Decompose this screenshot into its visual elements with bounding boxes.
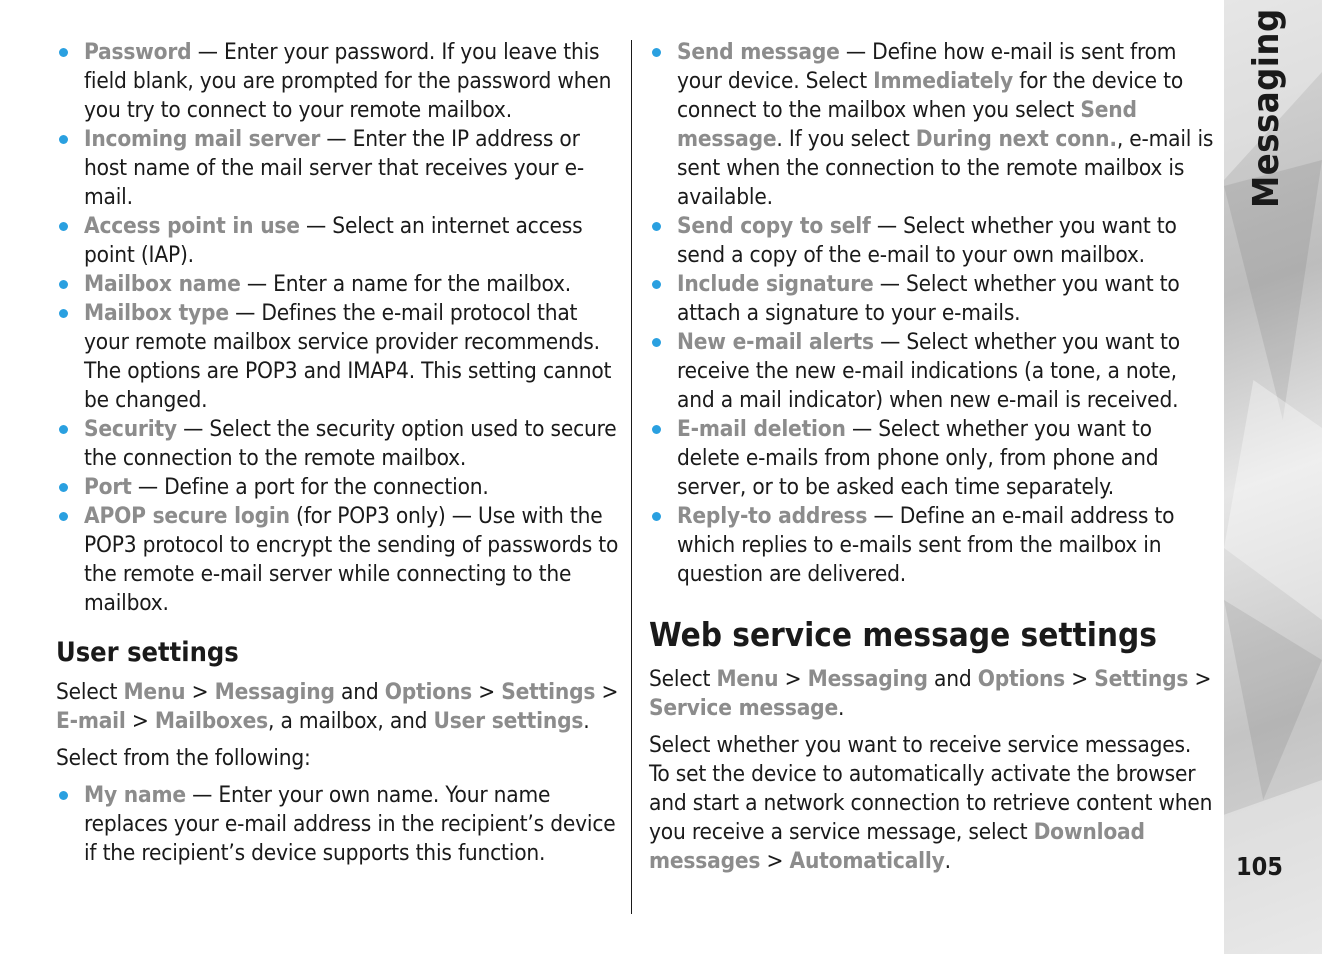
setting-desc: — Select an internet access point (IAP). <box>84 213 583 268</box>
list-item <box>56 125 620 212</box>
bullet-icon <box>59 425 68 434</box>
body-text: Select whether you want to receive service messages. To set the device to automatically activate the browser and start a network connection to retrieve content when you receive a service message, select <box>649 732 1213 845</box>
setting-term: Mailbox type <box>84 300 229 326</box>
menu-keyword: Menu <box>123 679 186 705</box>
decor-facet <box>1224 600 1322 800</box>
path-separator: > <box>778 666 808 692</box>
list-item <box>649 415 1215 502</box>
bullet-icon <box>652 222 661 231</box>
list-item <box>56 415 620 473</box>
list-item <box>56 38 620 125</box>
setting-term: Security <box>84 416 177 442</box>
decor-facet <box>1224 380 1322 620</box>
setting-desc: — Define how e-mail is sent from your device. Select <box>677 39 1177 94</box>
path-separator: > <box>125 708 155 734</box>
path-separator: > <box>1065 666 1095 692</box>
bullet-icon <box>652 280 661 289</box>
path-separator: > <box>185 679 215 705</box>
list-item <box>56 270 620 299</box>
service-message-keyword: Service message <box>649 695 839 721</box>
settings-keyword: Settings <box>1094 666 1189 692</box>
path-separator: > <box>1188 666 1212 692</box>
list-item <box>649 502 1215 589</box>
setting-term: My name <box>84 782 186 808</box>
path-separator: > <box>595 679 619 705</box>
setting-desc: — Select the security option used to secure the connection to the remote mailbox. <box>84 416 617 471</box>
messaging-keyword: Messaging <box>214 679 335 705</box>
path-text: , a mailbox, and <box>267 708 434 734</box>
user-settings-list <box>56 781 620 868</box>
setting-term: E-mail deletion <box>677 416 846 442</box>
setting-term: Send message <box>677 39 840 65</box>
setting-desc: for the device to connect to the mailbox when you select <box>677 68 1184 123</box>
bullet-icon <box>59 512 68 521</box>
email-keyword: E-mail <box>56 708 126 734</box>
bullet-icon <box>59 222 68 231</box>
setting-desc: — Enter a name for the mailbox. <box>240 271 572 297</box>
list-item <box>56 502 620 618</box>
bullet-icon <box>59 791 68 800</box>
immediately-keyword: Immediately <box>873 68 1014 94</box>
path-text: and <box>927 666 978 692</box>
page-number: 105 <box>1236 852 1283 881</box>
user-settings-path <box>56 678 620 736</box>
setting-desc: — Define an e-mail address to which replies to e-mails sent from the mailbox in question are delivered. <box>677 503 1175 587</box>
setting-term: Port <box>84 474 132 500</box>
bullet-icon <box>652 338 661 347</box>
list-item <box>649 212 1215 270</box>
setting-desc: — Defines the e-mail protocol that your remote mailbox service provider recommends. The options are POP3 and IMAP4. This setting cannot be changed. <box>84 300 612 413</box>
mailboxes-keyword: Mailboxes <box>154 708 268 734</box>
list-item <box>649 328 1215 415</box>
path-text: . <box>583 708 590 734</box>
bullet-icon <box>652 48 661 57</box>
bullet-icon <box>59 135 68 144</box>
list-item <box>56 473 620 502</box>
setting-term: Mailbox name <box>84 271 241 297</box>
automatically-keyword: Automatically <box>789 848 945 874</box>
setting-term: Include signature <box>677 271 874 297</box>
web-service-heading: Web service message settings <box>649 615 1157 654</box>
during-next-conn-keyword: During next conn. <box>915 126 1117 152</box>
bullet-icon <box>59 309 68 318</box>
right-settings-list <box>649 38 1215 589</box>
setting-desc: — Select whether you want to send a copy of the e-mail to your own mailbox. <box>677 213 1177 268</box>
list-item <box>649 270 1215 328</box>
column-divider <box>631 40 632 914</box>
setting-desc: — Enter the IP address or host name of the mail server that receives your e-mail. <box>84 126 584 210</box>
list-item <box>649 38 1215 212</box>
setting-term: Reply-to address <box>677 503 868 529</box>
setting-desc: , e-mail is sent when the connection to the remote mailbox is available. <box>677 126 1214 210</box>
path-text: Select <box>649 666 717 692</box>
body-text: . <box>944 848 951 874</box>
web-service-body <box>649 731 1215 876</box>
setting-desc: . If you select <box>776 126 916 152</box>
setting-desc: (for POP3 only) — Use with the POP3 protocol to encrypt the sending of passwords to the remote e-mail server while connecting to the mailbox. <box>84 503 619 616</box>
path-text: Select <box>56 679 124 705</box>
path-separator: > <box>472 679 502 705</box>
menu-keyword: Menu <box>716 666 779 692</box>
messaging-keyword: Messaging <box>807 666 928 692</box>
setting-term: Incoming mail server <box>84 126 321 152</box>
options-keyword: Options <box>384 679 473 705</box>
bullet-icon <box>652 512 661 521</box>
user-settings-keyword: User settings <box>433 708 584 734</box>
section-title: Messaging <box>1246 8 1287 208</box>
left-settings-list <box>56 38 620 618</box>
options-keyword: Options <box>977 666 1066 692</box>
send-message-keyword: Send message <box>677 97 1137 152</box>
user-settings-heading: User settings <box>56 637 239 668</box>
setting-term: APOP secure login <box>84 503 290 529</box>
bullet-icon <box>652 425 661 434</box>
setting-desc: — Define a port for the connection. <box>131 474 489 500</box>
user-settings-intro: Select from the following: <box>56 745 311 771</box>
list-item <box>56 781 620 868</box>
setting-desc: — Select whether you want to attach a signature to your e-mails. <box>677 271 1180 326</box>
bullet-icon <box>59 280 68 289</box>
right-column <box>649 38 1215 884</box>
setting-desc: — Enter your password. If you leave this field blank, you are prompted for the password when you try to connect to your remote mailbox. <box>84 39 612 123</box>
path-text: and <box>334 679 385 705</box>
left-column <box>56 38 620 868</box>
setting-term: Password <box>84 39 192 65</box>
setting-term: Send copy to self <box>677 213 871 239</box>
settings-keyword: Settings <box>501 679 596 705</box>
setting-term: Access point in use <box>84 213 300 239</box>
setting-desc: — Select whether you want to receive the new e-mail indications (a tone, a note, and a mail indicator) when new e-mail is received. <box>677 329 1180 413</box>
setting-desc: — Select whether you want to delete e-mails from phone only, from phone and server, or to be asked each time separately. <box>677 416 1159 500</box>
path-text: . <box>838 695 845 721</box>
download-messages-keyword: Download messages <box>649 819 1145 874</box>
setting-term: New e-mail alerts <box>677 329 874 355</box>
setting-desc: — Enter your own name. Your name replaces your e-mail address in the recipient’s device if the recipient’s device supports this function. <box>84 782 616 866</box>
web-service-path <box>649 665 1215 723</box>
bullet-icon <box>59 48 68 57</box>
list-item <box>56 299 620 415</box>
bullet-icon <box>59 483 68 492</box>
path-separator: > <box>760 848 790 874</box>
list-item <box>56 212 620 270</box>
